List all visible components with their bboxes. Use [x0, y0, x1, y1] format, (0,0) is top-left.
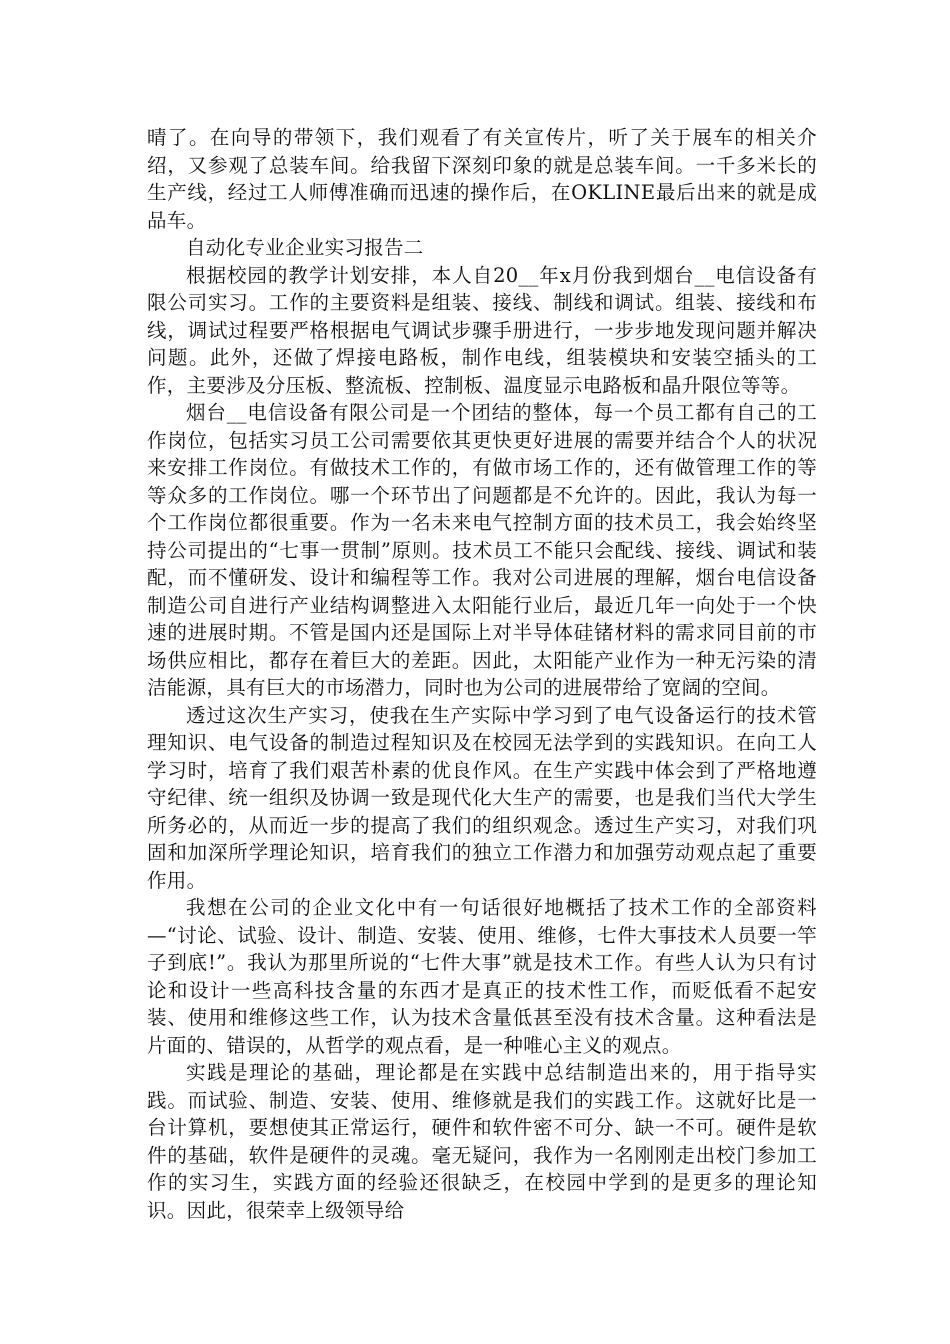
body-paragraph: 我想在公司的企业文化中有一句话很好地概括了技术工作的全部资料—“讨论、试验、设计、制造、安装、使用、维修，七件大事技术人员要一竿子到底!”。我认为那里所说的“七件大事”就是技术工作。有些人认为只有讨论和设计一些高科技含量的东西才是真正的技术性工作，而贬低看不起安装、使用和维修这些工作，认为技术含量低甚至没有技术含量。这种看法是片面的、错误的，从哲学的观点看，是一种唯心主义的观点。 [147, 896, 817, 1057]
section-heading: 自动化专业企业实习报告二 [186, 236, 424, 259]
body-paragraph: 实践是理论的基础，理论都是在实践中总结制造出来的，用于指导实践。而试验、制造、安装、使用、维修就是我们的实践工作。这就好比是一台计算机，要想使其正常运行，硬件和软件密不可分、缺一不可。硬件是软件的基础，软件是硬件的灵魂。毫无疑问，我作为一名刚刚走出校门参加工作的实习生，实践方面的经验还很缺乏，在校园中学到的是更多的理论知识。因此，很荣幸上级领导给 [147, 1061, 817, 1222]
document-page [147, 124, 817, 1224]
body-paragraph: 根据校园的教学计划安排，本人自20__年x月份我到烟台__电信设备有限公司实习。工作的主要资料是组装、接线、制线和调试。组装、接线和布线，调试过程要严格根据电气调试步骤手册进行，一步步地发现问题并解决问题。此外，还做了焊接电路板，制作电线，组装模块和安装空插头的工作，主要涉及分压板、整流板、控制板、温度显示电路板和晶升限位等等。 [147, 263, 817, 397]
body-paragraph: 透过这次生产实习，使我在生产实际中学习到了电气设备运行的技术管理知识、电气设备的制造过程知识及在校园无法学到的实践知识。在向工人学习时，培育了我们艰苦朴素的优良作风。在生产实践中体会到了严格地遵守纪律、统一组织及协调一致是现代化大生产的需要，也是我们当代大学生所务必的，从而近一步的提高了我们的组织观念。透过生产实习，对我们巩固和加深所学理论知识，培育我们的独立工作潜力和加强劳动观点起了重要作用。 [147, 703, 817, 892]
body-paragraph: 晴了。在向导的带领下，我们观看了有关宣传片，听了关于展车的相关介绍，又参观了总装车间。给我留下深刻印象的就是总装车间。一千多米长的生产线，经过工人师傅准确而迅速的操作后，在OKLINE最后出来的就是成品车。 [147, 126, 817, 232]
body-paragraph: 烟台__电信设备有限公司是一个团结的整体，每一个员工都有自己的工作岗位，包括实习员工公司需要依其更快更好进展的需要并结合个人的状况来安排工作岗位。有做技术工作的，有做市场工作的，还有做管理工作的等等众多的工作岗位。哪一个环节出了问题都是不允许的。因此，我认为每一个工作岗位都很重要。作为一名未来电气控制方面的技术员工，我会始终坚持公司提出的“七事一贯制”原则。技术员工不能只会配线、接线、调试和装配，而不懂研发、设计和编程等工作。我对公司进展的理解，烟台电信设备制造公司自进行产业结构调整进入太阳能行业后，最近几年一向处于一个快速的进展时期。不管是国内还是国际上对半导体硅锗材料的需求同目前的市场供应相比，都存在着巨大的差距。因此，太阳能产业作为一种无污染的清洁能源，具有巨大的市场潜力，同时也为公司的进展带给了宽阔的空间。 [147, 401, 817, 699]
